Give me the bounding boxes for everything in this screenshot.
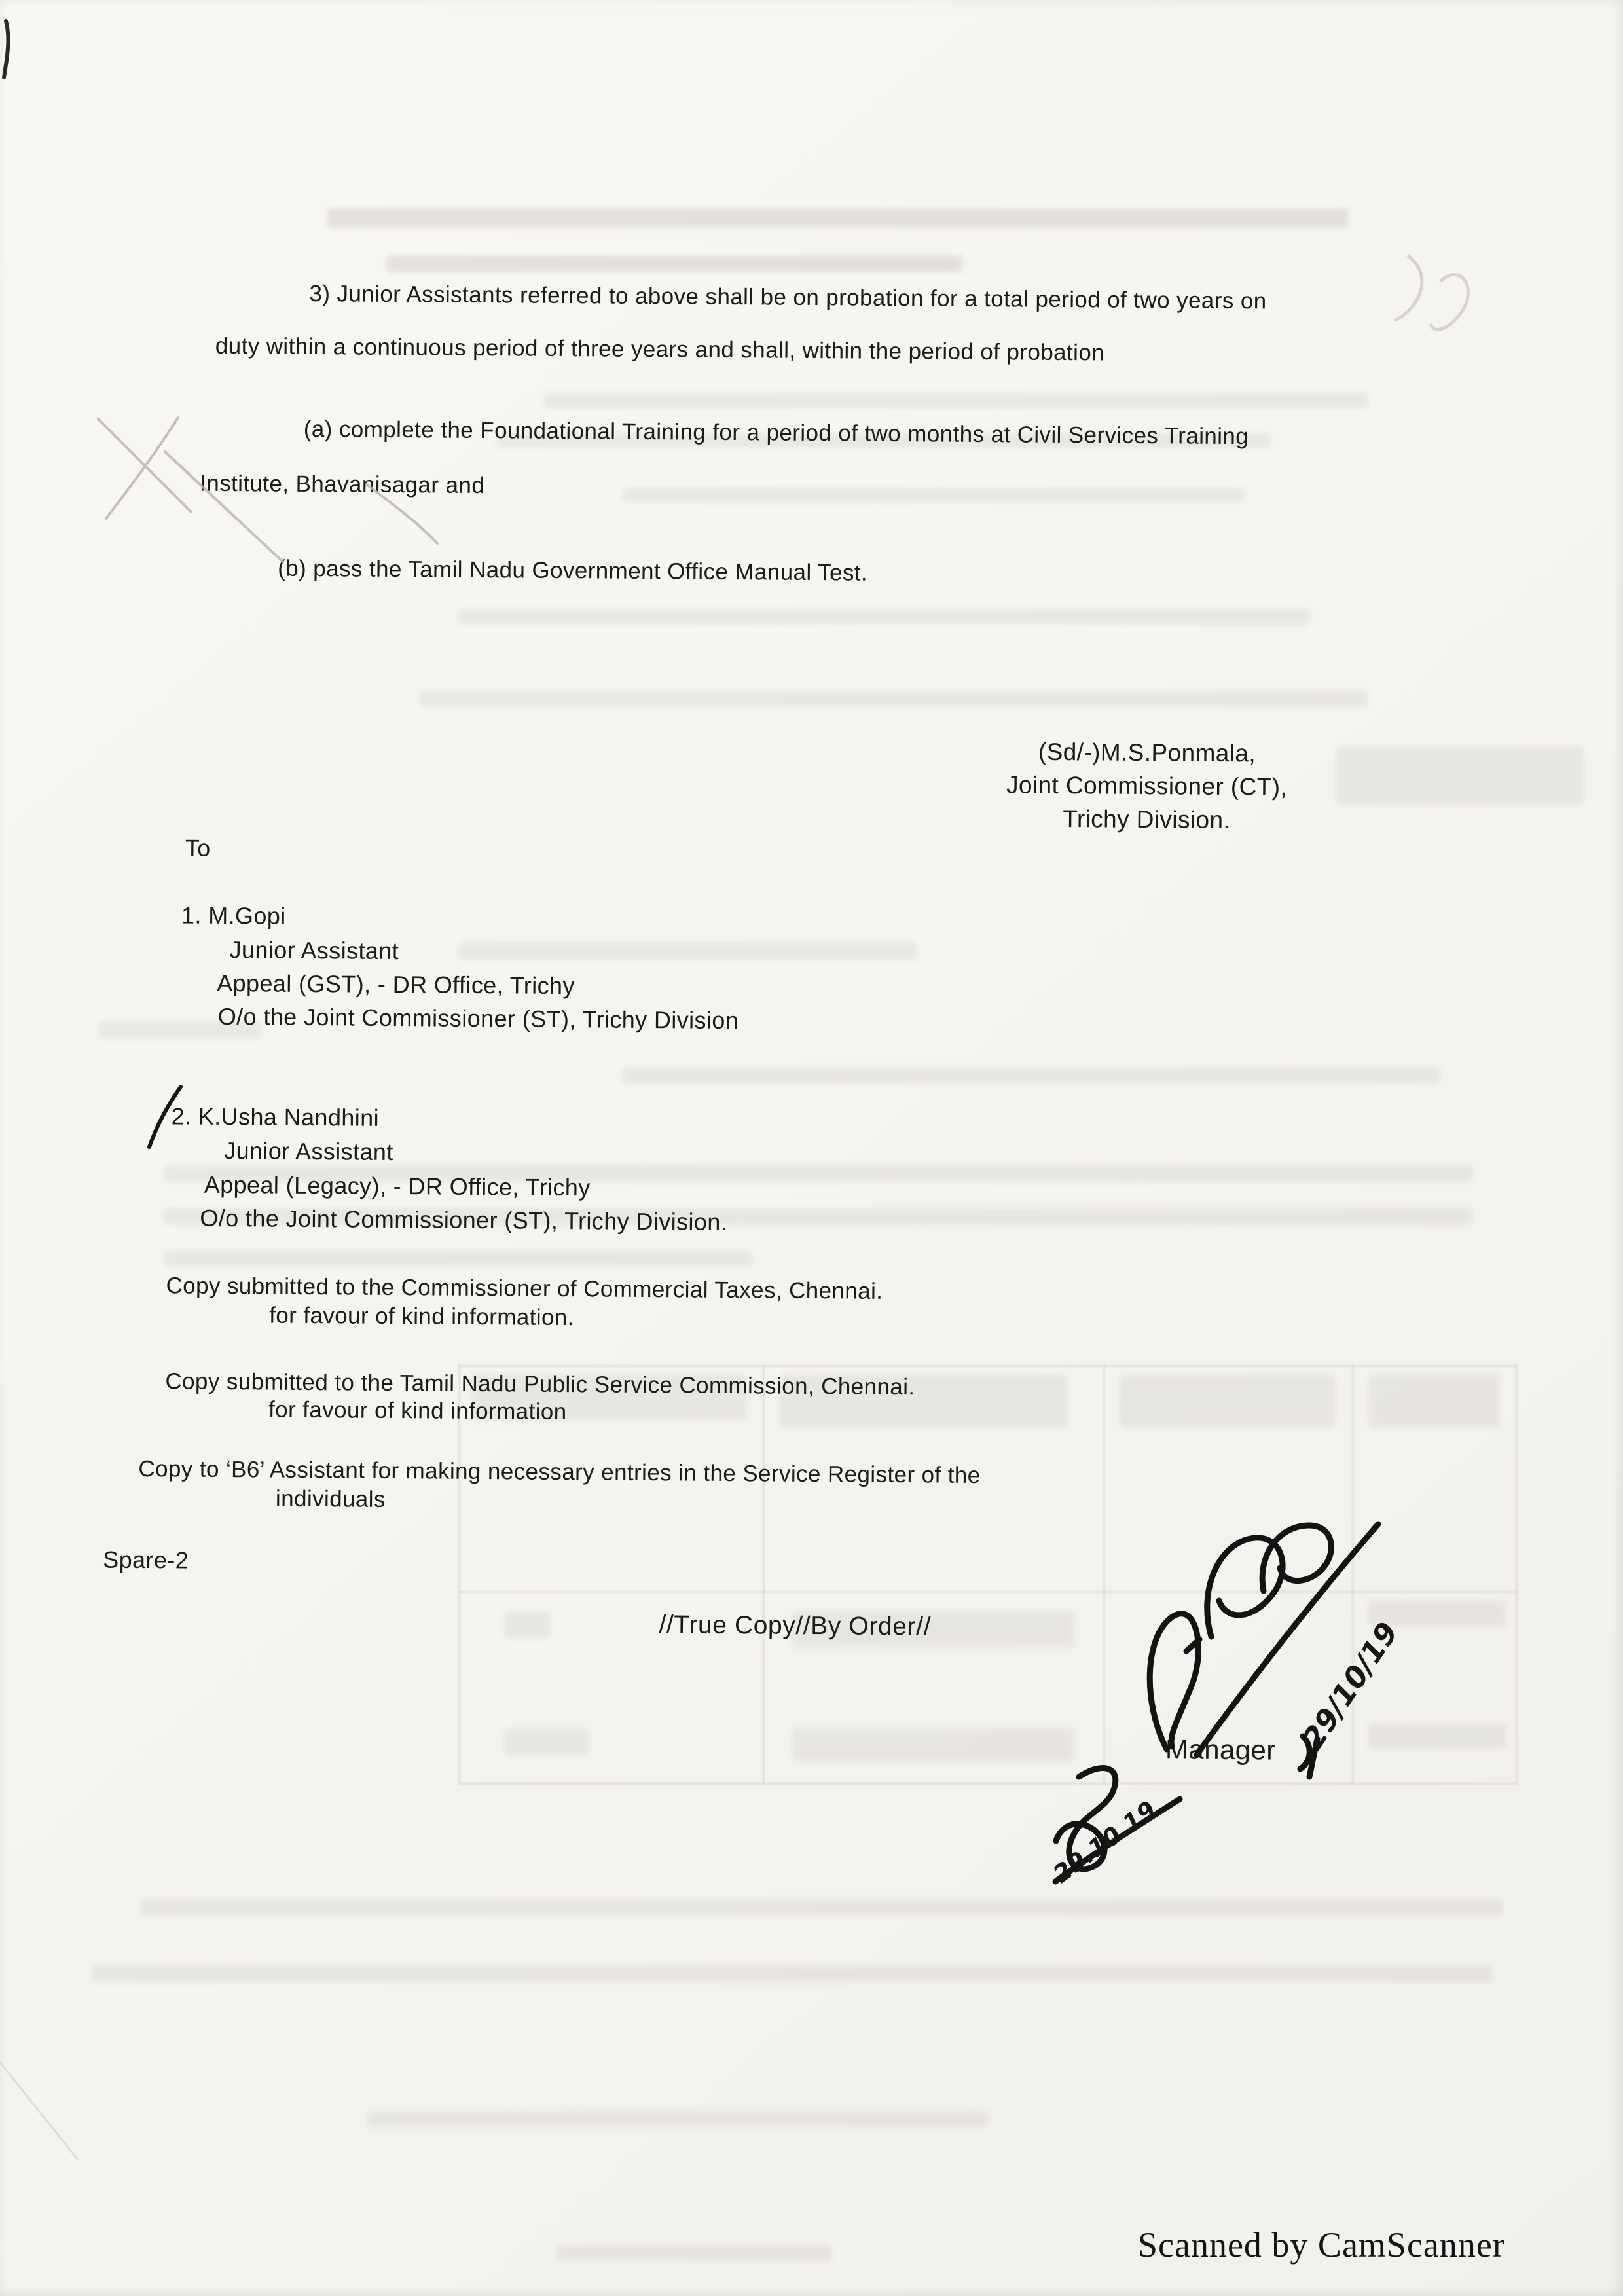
- copy-3-line-2: individuals: [275, 1485, 386, 1512]
- copy-1-line-2: for favour of kind information.: [269, 1302, 575, 1331]
- fold-crease: [0, 2062, 79, 2160]
- addressee-2-number: 2.: [171, 1102, 192, 1130]
- addressee-1-division: O/o the Joint Commissioner (ST), Trichy Division: [217, 1002, 739, 1034]
- item-b: (b) pass the Tamil Nadu Government Office Manual Test.: [278, 555, 868, 586]
- addressee-1-name: M.Gopi: [208, 902, 286, 930]
- signatory-division: Trichy Division.: [1063, 805, 1231, 834]
- paragraph-3-line-2: duty within a continuous period of three years and shall, within the period of probation: [215, 333, 1105, 366]
- copy-2-line-2: for favour of kind information: [268, 1396, 567, 1425]
- initial-signature-date: 29.10.19: [1048, 1795, 1161, 1889]
- scanner-credit: Scanned by CamScanner: [1138, 2225, 1505, 2265]
- paragraph-3-line-1: 3) Junior Assistants referred to above shall be on probation for a total period of two years on: [309, 280, 1267, 314]
- manager-signature: [1150, 1524, 1378, 1777]
- item-a-line-1: (a) complete the Foundational Training for a period of two months at Civil Services Training: [303, 416, 1249, 450]
- addressee-2-division: O/o the Joint Commissioner (ST), Trichy Division.: [200, 1204, 728, 1236]
- manager-label: Manager: [1165, 1734, 1276, 1766]
- addressee-2-designation: Junior Assistant: [224, 1137, 393, 1165]
- manager-signature-date: 29/10/19: [1295, 1616, 1406, 1755]
- bleed-handwriting: [1395, 255, 1468, 329]
- addressee-1-designation: Junior Assistant: [229, 936, 399, 965]
- checkmark-addressee-2: [149, 1087, 181, 1147]
- addressee-1-office: Appeal (GST), - DR Office, Trichy: [217, 969, 575, 1000]
- signatory-designation: Joint Commissioner (CT),: [1006, 771, 1288, 801]
- addressee-2-name: K.Usha Nandhini: [198, 1102, 380, 1131]
- item-a-line-2: Institute, Bhavanisagar and: [200, 470, 485, 499]
- copy-1-line-1: Copy submitted to the Commissioner of Commercial Taxes, Chennai.: [166, 1273, 883, 1304]
- addressee-1-number: 1.: [181, 902, 202, 929]
- pencil-scribble: [98, 418, 437, 562]
- to-label: To: [185, 834, 211, 862]
- spare-label: Spare-2: [103, 1546, 189, 1574]
- addressee-2-office: Appeal (Legacy), - DR Office, Trichy: [204, 1171, 591, 1201]
- true-copy-attestation: //True Copy//By Order//: [659, 1611, 932, 1641]
- signatory-name: (Sd/-)M.S.Ponmala,: [1038, 738, 1256, 767]
- corner-ink-mark: [4, 21, 8, 77]
- copy-3-line-1: Copy to ‘B6’ Assistant for making necessary entries in the Service Register of the: [138, 1455, 981, 1489]
- copy-2-line-1: Copy submitted to the Tamil Nadu Public Service Commission, Chennai.: [165, 1368, 915, 1400]
